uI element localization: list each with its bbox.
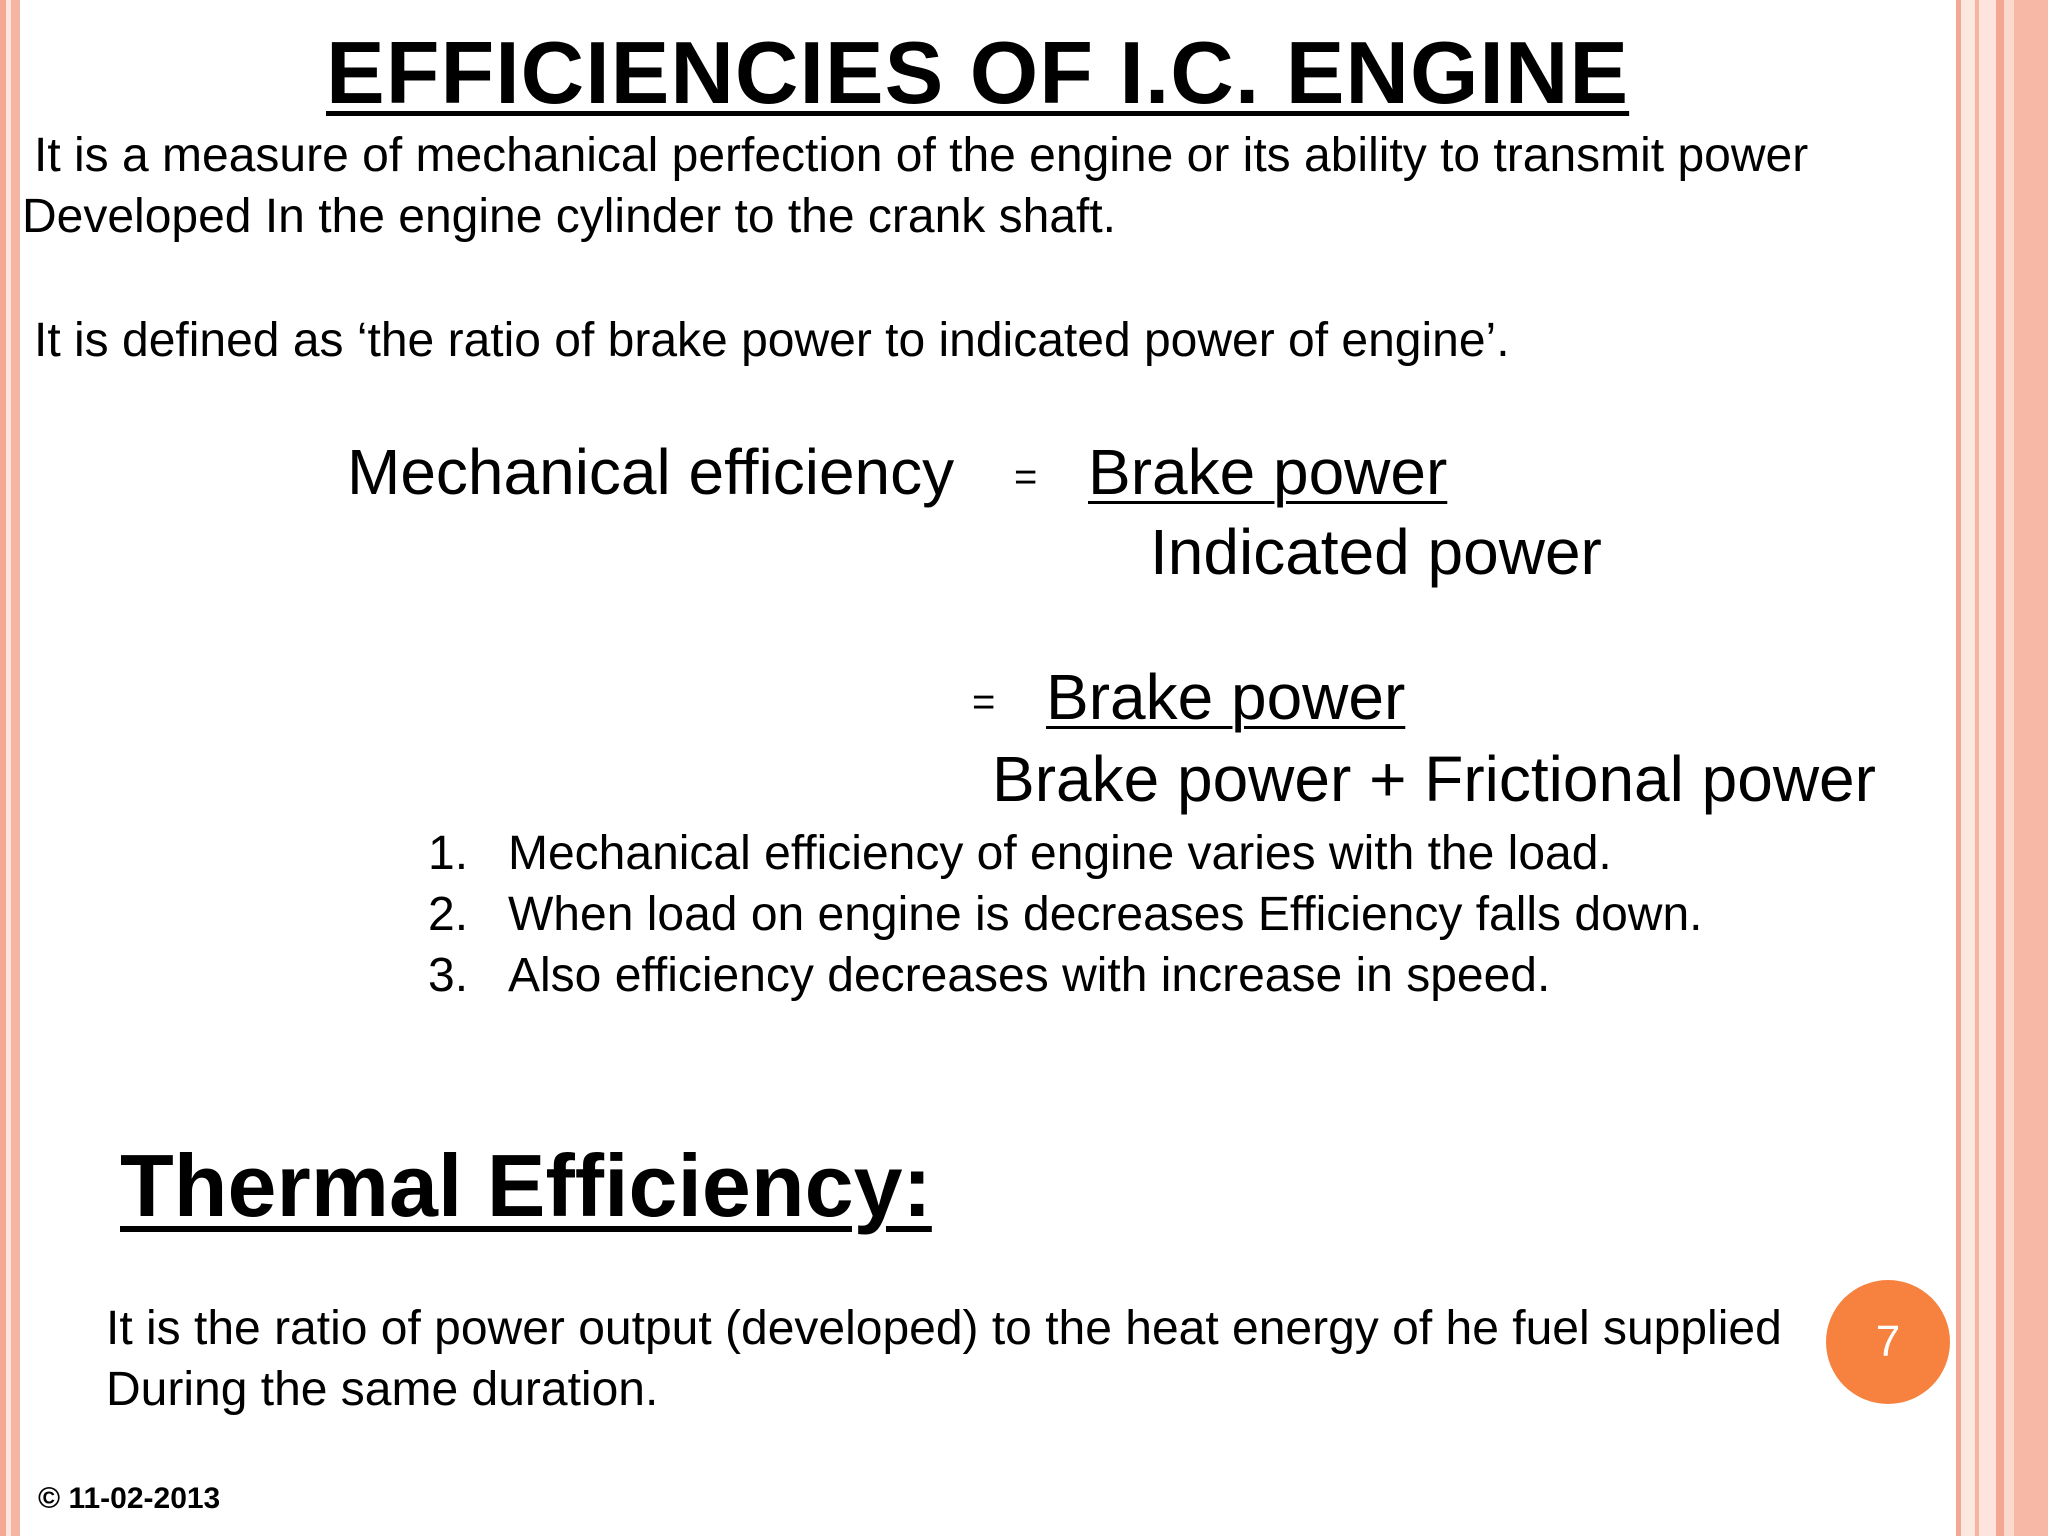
list-item: [428, 945, 1702, 1006]
right-border-stripe: [1996, 0, 2004, 1536]
thermal-efficiency-heading: Thermal Efficiency:: [120, 1136, 932, 1235]
footer-date: © 11-02-2013: [38, 1482, 221, 1515]
list-item: [428, 884, 1702, 945]
slide-title: EFFICIENCIES OF I.C. ENGINE: [326, 23, 1630, 122]
right-border-stripe: [1979, 0, 1996, 1536]
formula-numerator: Brake power: [1088, 436, 1448, 508]
thermal-definition: [106, 1298, 1782, 1420]
formula-equals-sign: =: [1014, 455, 1038, 499]
intro-paragraph: [22, 125, 1808, 247]
list-item-number: 3.: [428, 949, 469, 1002]
right-border-stripe: [1961, 0, 1975, 1536]
formula-numerator: Brake power: [1046, 661, 1406, 733]
list-item-text: Mechanical efficiency of engine varies with the load.: [508, 827, 1612, 880]
right-border-stripe: [2014, 0, 2048, 1536]
list-item: [428, 823, 1702, 884]
formula-denominator: Indicated power: [1150, 516, 1602, 588]
list-item-text: Also efficiency decreases with increase in speed.: [508, 949, 1551, 1002]
intro-line-1: It is a measure of mechanical perfection of the engine or its ability to transmit power: [34, 129, 1809, 182]
intro-line-2: Developed In the engine cylinder to the crank shaft.: [22, 190, 1117, 243]
left-border-stripe: [11, 0, 20, 1536]
slide-number-badge: 7: [1826, 1280, 1950, 1404]
definition-text: It is defined as ‘the ratio of brake power to indicated power of engine’.: [34, 314, 1510, 367]
list-item-number: 2.: [428, 888, 469, 941]
list-item-text: When load on engine is decreases Efficiency falls down.: [508, 888, 1703, 941]
thermal-line-2: During the same duration.: [106, 1363, 659, 1416]
right-border-stripe: [2004, 0, 2014, 1536]
efficiency-points-list: [428, 823, 1702, 1006]
thermal-line-1: It is the ratio of power output (developed) to the heat energy of he fuel supplied: [106, 1302, 1782, 1355]
formula-equals-sign: =: [972, 680, 996, 724]
formula-label: Mechanical efficiency: [347, 436, 955, 508]
formula-denominator: Brake power + Frictional power: [992, 743, 1876, 815]
list-item-number: 1.: [428, 827, 469, 880]
